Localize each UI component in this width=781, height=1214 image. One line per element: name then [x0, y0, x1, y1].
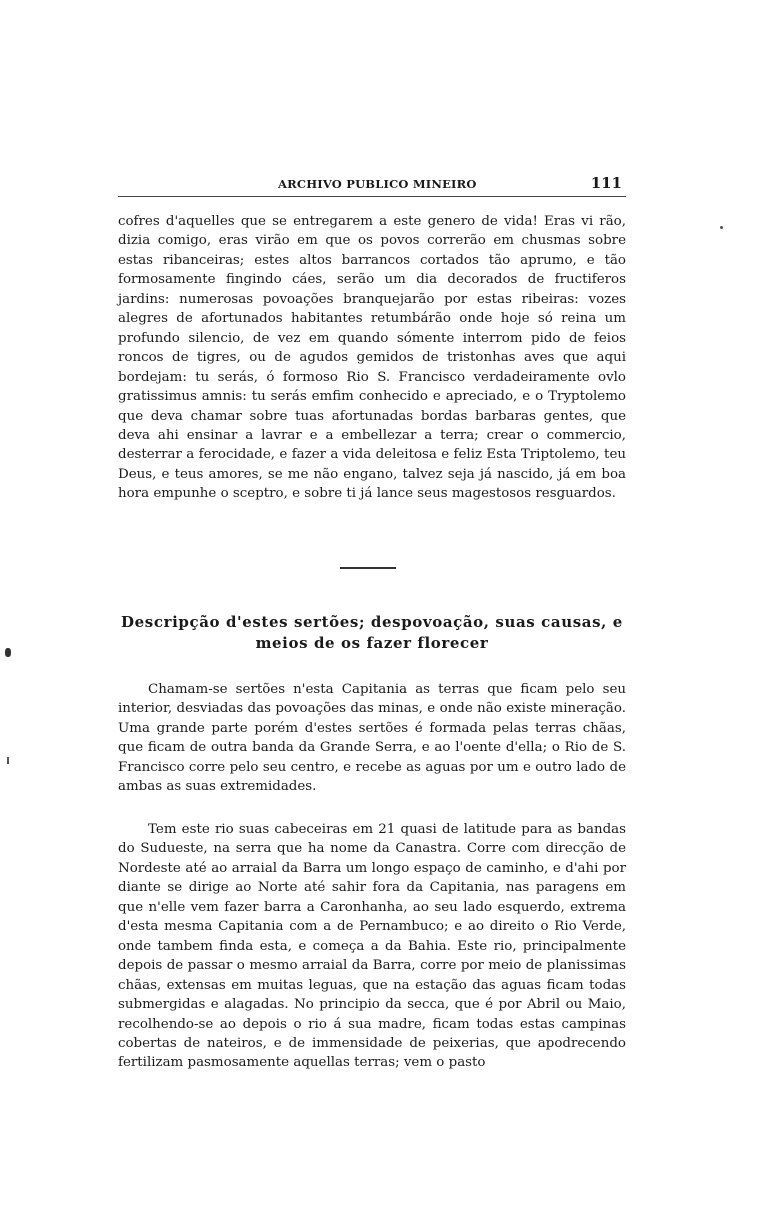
- section-divider: [340, 567, 396, 569]
- ink-speck: [7, 757, 9, 764]
- paragraph-3: Tem este rio suas cabeceiras em 21 quasi de latitude para as bandas do Sudueste, na serra que ha nome da Canastra. Corre com direcção de Nordeste até ao arraial da Barra um longo espaço de caminho, e d'ahi por diante se dirige ao Norte até sahir fora da Capitania, nas paragens em que n'elle vem fazer barra a Caronhanha, ao seu lado esquerdo, extrema d'esta mesma Capitania com a de Pernambuco; e ao direito o Rio Verde, onde tambem finda esta, e começa a da Bahia. Este rio, principalmente depois de passar o mesmo arraial da Barra, corre por meio de planissimas chãas, extensas em muitas leguas, que na estação das aguas ficam todas submergidas e alagadas. No principio da secca, que é por Abril ou Maio, recolhendo-se ao depois o rio á sua madre, ficam todas estas campinas cobertas de nateiros, e de immensidade de peixerias, que apodrecendo fertilizam pasmosamente aquellas terras; vem o pasto: [118, 822, 626, 1071]
- paragraph-1: cofres d'aquelles que se entregarem a este genero de vida! Eras vi rão, dizia comigo, eras virão em que os povos correrão em chusmas sobre estas ribanceiras; estes altos barrancos cortados tão aprumo, e tão formosamente fingindo cáes, serão um dia decorados de fructiferos jardins: numerosas povoações branquejarão por estas ribeiras: vozes alegres de afortunados habitantes retumbárão onde hoje só reina um profundo silencio, de vez em quando sómente interrom pido de feios roncos de tigres, ou de agudos gemidos de tristonhas aves que aqui bordejam: tu serás, ó formoso Rio S. Francisco verdadeiramente ovlo gratissimus amnis: tu serás emfim conhecido e apreciado, e o Tryptolemo que deva chamar sobre tuas afortunadas bordas barbaras gentes, que deva ahi ensinar a lavrar e a embellezar a terra; crear o commercio, desterrar a ferocidade, e fazer a vida deleitosa e feliz Esta Triptolemo, teu Deus, e teus amores, se me não engano, talvez seja já nascido, já em boa hora empunhe o sceptro, e sobre ti já lance seus magestosos resguardos.: [118, 214, 626, 502]
- section-title: Descripção d'estes sertões; despovoação, suas causas, e meios de os fazer florecer: [121, 613, 623, 652]
- running-head: ARCHIVO PUBLICO MINEIRO: [278, 177, 477, 191]
- ink-speck: [720, 226, 723, 229]
- page-number: 111: [590, 174, 622, 192]
- page-header: [118, 174, 626, 197]
- ink-blot: [5, 648, 11, 657]
- paragraph-2: Chamam-se sertões n'esta Capitania as terras que ficam pelo seu interior, desviadas das povoações das minas, e onde não existe mineração. Uma grande parte porém d'estes sertões é formada pelas terras chãas, que ficam de outra banda da Grande Serra, e ao l'oente d'ella; o Rio de S. Francisco corre pelo seu centro, e recebe as aguas por um e outro lado de ambas as suas extremidades.: [118, 682, 626, 795]
